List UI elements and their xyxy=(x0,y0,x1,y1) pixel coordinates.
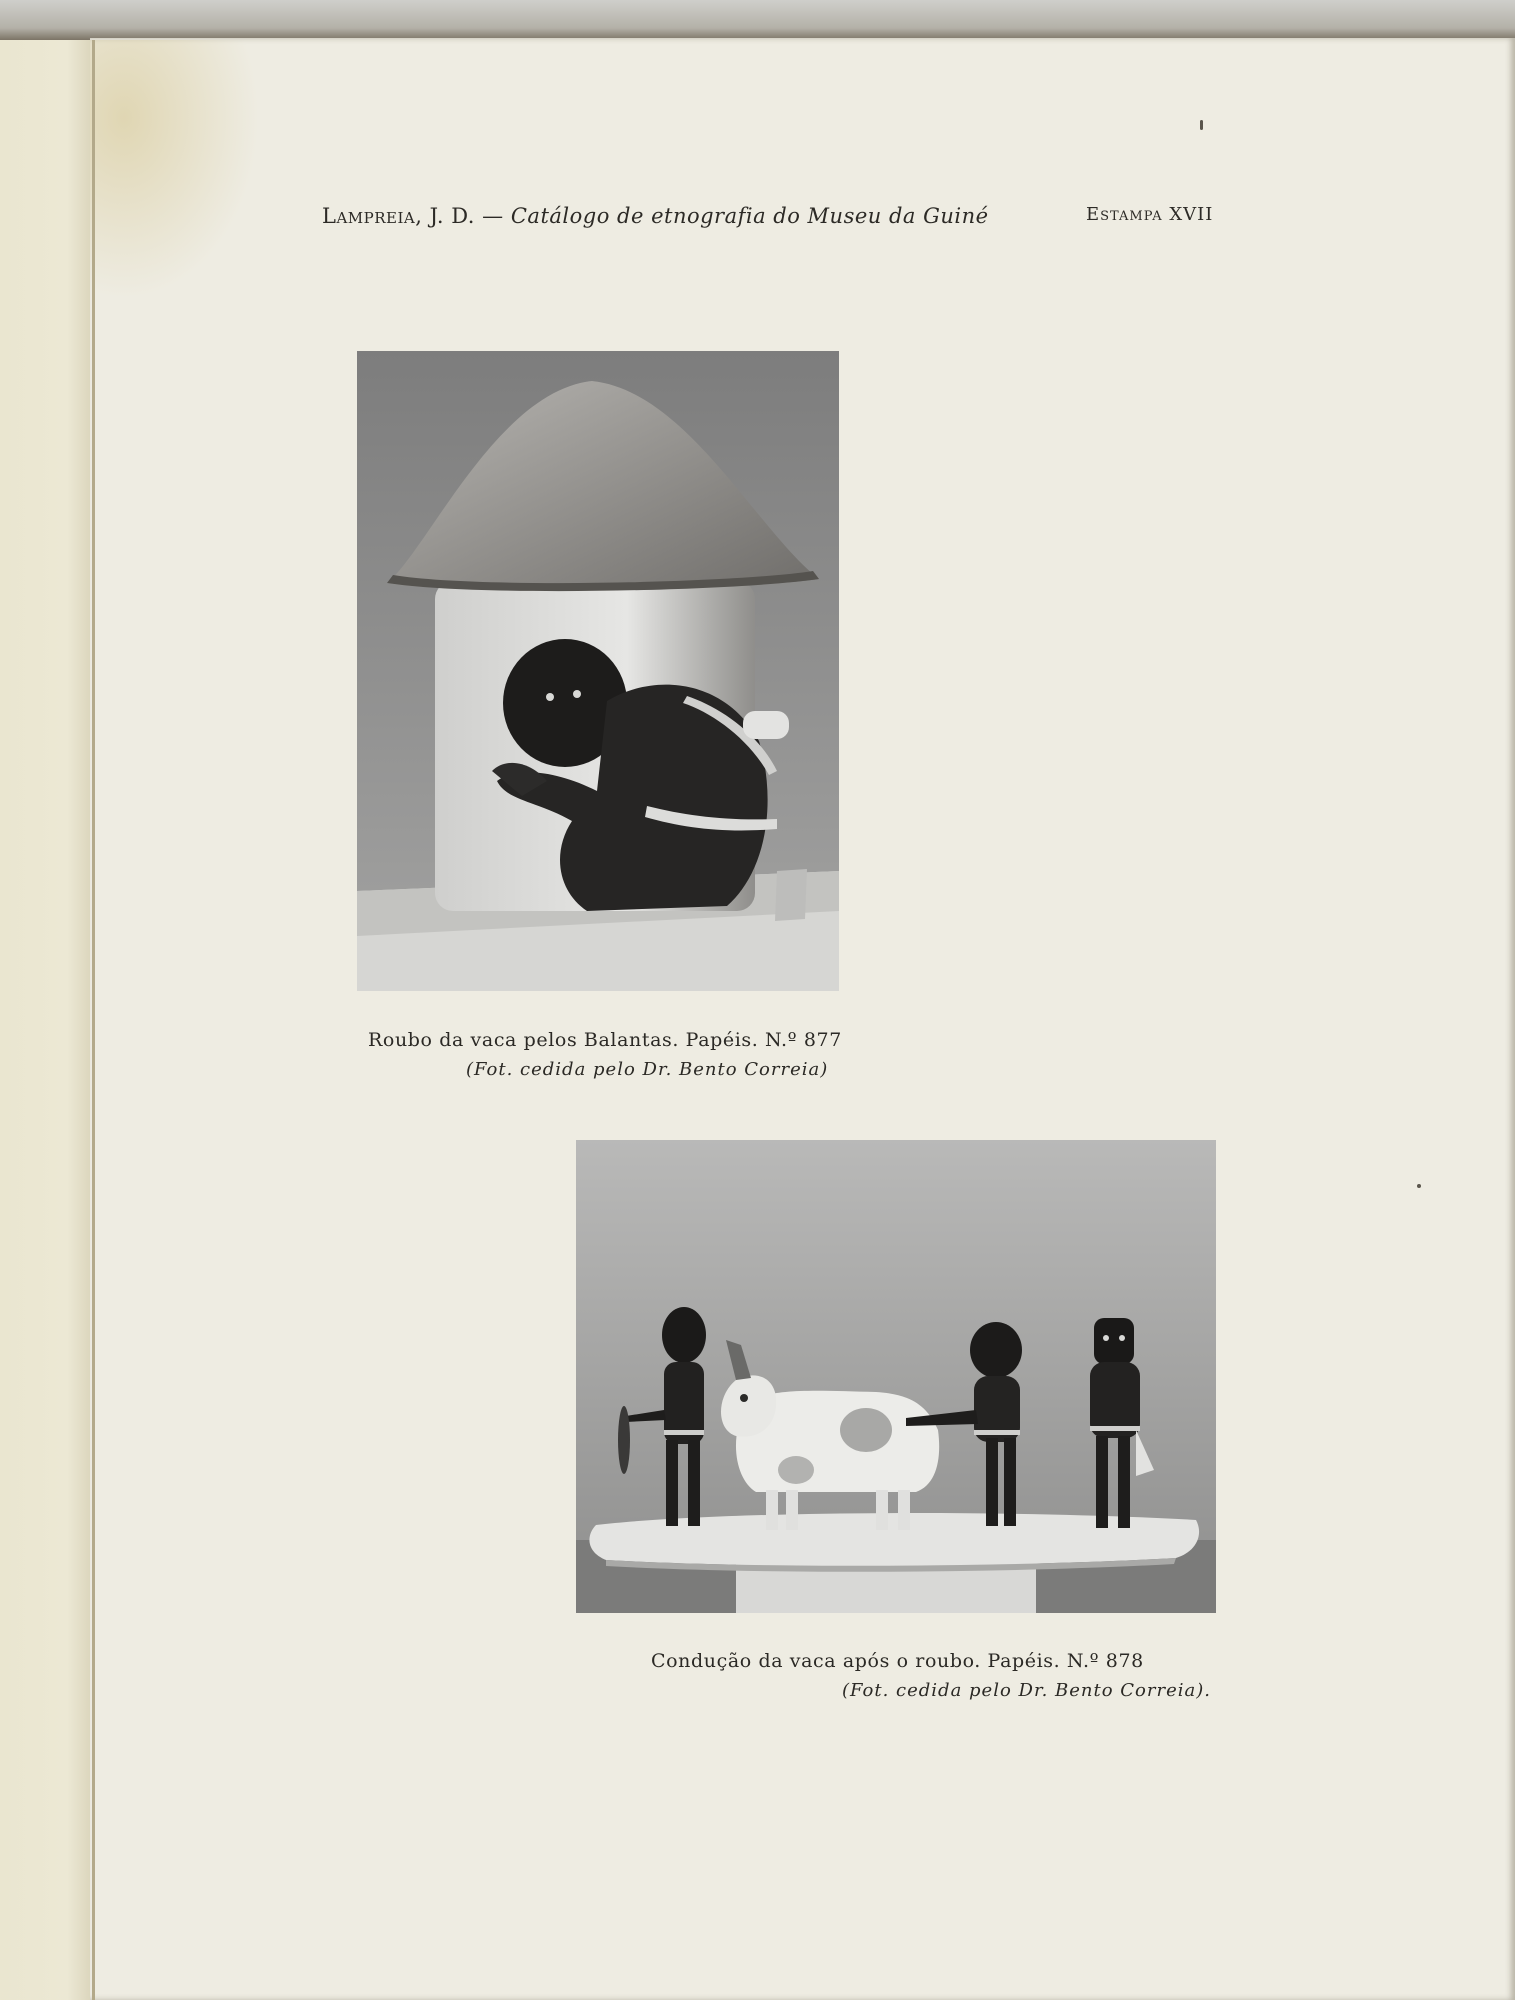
figure-2-credit: (Fot. cedida pelo Dr. Bento Correia). xyxy=(842,1680,1211,1701)
photo-hut-figure xyxy=(357,351,839,991)
figure-2-caption: Condução da vaca após o roubo. Papéis. N.º 878 xyxy=(651,1650,1144,1672)
book-page xyxy=(90,38,1515,2000)
left-page-edge xyxy=(0,40,96,2000)
figure-1-credit: (Fot. cedida pelo Dr. Bento Correia) xyxy=(466,1059,829,1080)
page-spine xyxy=(92,40,95,2000)
running-header xyxy=(322,198,1242,234)
header-title: Catálogo de etnografia do Museu da Guiné xyxy=(510,204,989,228)
photo-cow-procession xyxy=(576,1140,1216,1613)
plate-number: Estampa XVII xyxy=(1086,204,1214,225)
paper-fleck xyxy=(1417,1184,1421,1188)
hut-figure-illustration xyxy=(357,351,839,991)
water-stain xyxy=(90,40,260,300)
paper-fleck xyxy=(1200,120,1203,130)
cow-procession-illustration xyxy=(576,1140,1216,1613)
figure-1-caption: Roubo da vaca pelos Balantas. Papéis. N.º 877 xyxy=(368,1029,842,1051)
scan-background xyxy=(0,0,1515,40)
header-author: Lampreia, J. D. — xyxy=(322,204,504,228)
